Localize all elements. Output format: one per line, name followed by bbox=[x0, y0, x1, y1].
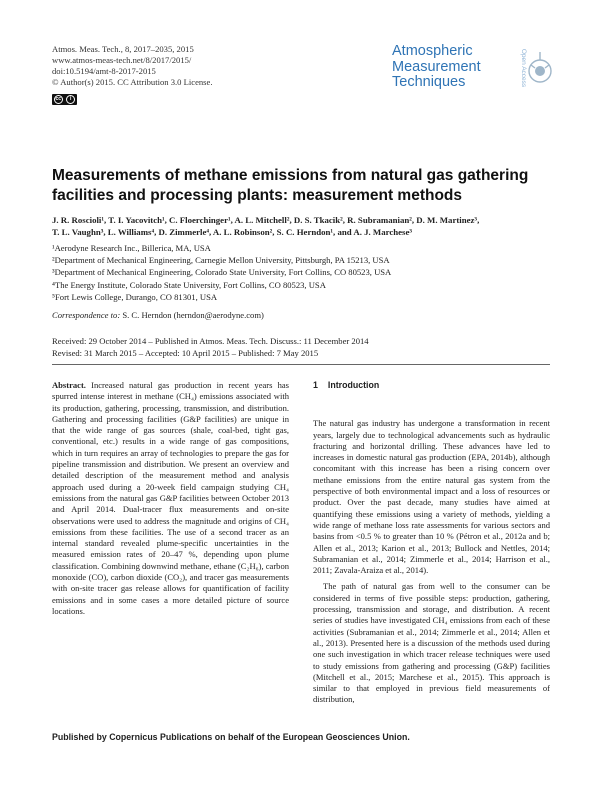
dates-line-1: Received: 29 October 2014 – Published in Atmos. Meas. Tech. Discuss.: 11 December 2014 bbox=[52, 336, 369, 346]
correspondence-email[interactable]: S. C. Herndon (herndon@aerodyne.com) bbox=[122, 310, 264, 320]
correspondence bbox=[52, 310, 264, 320]
logo-line-2: Measurement bbox=[392, 58, 481, 75]
title-line-1: Measurements of methane emissions from natural gas gathering bbox=[52, 167, 529, 184]
abstract bbox=[52, 380, 289, 617]
correspondence-label: Correspondence to: bbox=[52, 310, 121, 320]
section-number: 1 bbox=[313, 380, 318, 390]
journal-meta bbox=[52, 44, 213, 88]
logo-line-1: Atmospheric bbox=[392, 43, 473, 59]
authors-line-2: T. L. Vaughn³, L. Williams⁴, D. Zimmerle⁴, A. L. Robinson², S. C. Herndon¹, and A. J. Marchese³ bbox=[52, 227, 413, 237]
section-title: Introduction bbox=[327, 380, 380, 390]
intro-paragraph-2: The path of natural gas from well to the consumer can be considered in terms of five possible steps: production, gathering, processing, transmission and storage, and distribution. A recent series of studies have investigated CH₄ emissions from each of these activities (Subramanian et al., 2014; Zimmerle et al., 2014; Allen et al., 2013). Presented here is a discussion of the methods used during one such investigation in which tracer release techniques were used to study emissions from gathering and processing (G&P) facilities (Mitchell et al., 2015; Marchese et al., 2015). This approach is similar to that employed in previous field measurements of distribution, bbox=[313, 581, 550, 705]
cc-by-badge-icon[interactable]: cc i bbox=[52, 94, 77, 105]
intro-paragraph-1: The natural gas industry has undergone a transformation in recent years, largely due to technological advancements such as hydraulic fracturing and horizontal drilling. These advances have led to increases in domestic natural gas production (EPA, 2014b), although concomitant with this increase has been a rising concern over methane emissions from the entire natural gas system from the perspective of both environmental impact and a loss of resources or product. Over the past decade, many studies have aimed at quantifying these emissions using a variety of methods, yielding a wide range of methane loss rate assessments for various sectors and basins from <0.5 % to greater than 10 % (Pétron et al., 2012a and b; Allen et al., 2013; Karion et al., 2013; Bullock and Nettles, 2014; Subramanian et al., 2014; Zimmerle et al., 2014; Harrison et al., 2011; Zavala-Araiza et al., 2014). bbox=[313, 418, 550, 576]
affiliation-2: ²Department of Mechanical Engineering, Carnegie Mellon University, Pittsburgh, PA 15213, USA bbox=[52, 255, 390, 266]
open-access-logo-icon bbox=[518, 38, 552, 98]
affiliation-3: ³Department of Mechanical Engineering, Colorado State University, Fort Collins, CO 80523, USA bbox=[52, 267, 392, 278]
introduction-section bbox=[313, 380, 550, 706]
dates-line-2: Revised: 31 March 2015 – Accepted: 10 April 2015 – Published: 7 May 2015 bbox=[52, 347, 319, 358]
license: © Author(s) 2015. CC Attribution 3.0 License. bbox=[52, 77, 213, 87]
affiliation-4: ⁴The Energy Institute, Colorado State University, Fort Collins, CO 80523, USA bbox=[52, 279, 326, 290]
author-list bbox=[52, 214, 552, 238]
authors-line-1: J. R. Roscioli¹, T. I. Yacovitch¹, C. Floerchinger¹, A. L. Mitchell², D. S. Tkacik², R. Subramanian², D. M. Martinez³, bbox=[52, 215, 480, 225]
affiliation-list bbox=[52, 242, 391, 303]
citation: Atmos. Meas. Tech., 8, 2017–2035, 2015 bbox=[52, 44, 194, 54]
affiliation-5: ⁵Fort Lewis College, Durango, CO 81301, USA bbox=[52, 291, 218, 302]
abstract-label: Abstract. bbox=[52, 380, 86, 390]
paper-title bbox=[52, 166, 552, 206]
affiliation-1: ¹Aerodyne Research Inc., Billerica, MA, USA bbox=[52, 243, 211, 253]
abstract-text: Increased natural gas production in recent years has spurred intense interest in methane (CH₄) emissions associated with its production, gathering, processing, transmission, and distribution. Gathering and processing facilities (G&P facilities) are unique in that the wide range of gas sources (shale, coal-bed, tight gas, conventional, etc.) results in a wide range of gas compositions, which in turn requires an array of technologies to prepare the gas for pipeline transmission and distribution. We present an overview and detailed description of the measurement method and analysis approach used during a 20-week field campaign studying CH₄ emissions from the natural gas G&P facilities between October 2013 and April 2014. Dual-tracer flux measurements and on-site observations were used to address the magnitude and origins of CH₄ emissions from these facilities. The use of a second tracer as an internal standard revealed plume-specific uncertainties in the measured emission rates of 20–47 %, depending upon plume classification. Combining downwind methane, ethane (C₂H₆), carbon monoxide (CO), carbon dioxide (CO₂), and tracer gas measurements with on-site tracer gas release allows for quantification of facility emissions and in some cases a more detailed picture of source locations. bbox=[52, 380, 289, 616]
title-line-2: facilities and processing plants: measurement methods bbox=[52, 187, 463, 204]
header-divider bbox=[52, 364, 550, 365]
journal-logo-text bbox=[392, 44, 481, 91]
open-access-label: Open Access bbox=[520, 48, 527, 88]
publisher-footer: Published by Copernicus Publications on behalf of the European Geosciences Union. bbox=[52, 732, 410, 742]
publication-dates bbox=[52, 336, 369, 359]
journal-url[interactable]: www.atmos-meas-tech.net/8/2017/2015/ bbox=[52, 55, 192, 65]
section-heading bbox=[313, 380, 550, 391]
logo-line-3: Techniques bbox=[392, 74, 466, 90]
doi[interactable]: doi:10.5194/amt-8-2017-2015 bbox=[52, 66, 156, 76]
